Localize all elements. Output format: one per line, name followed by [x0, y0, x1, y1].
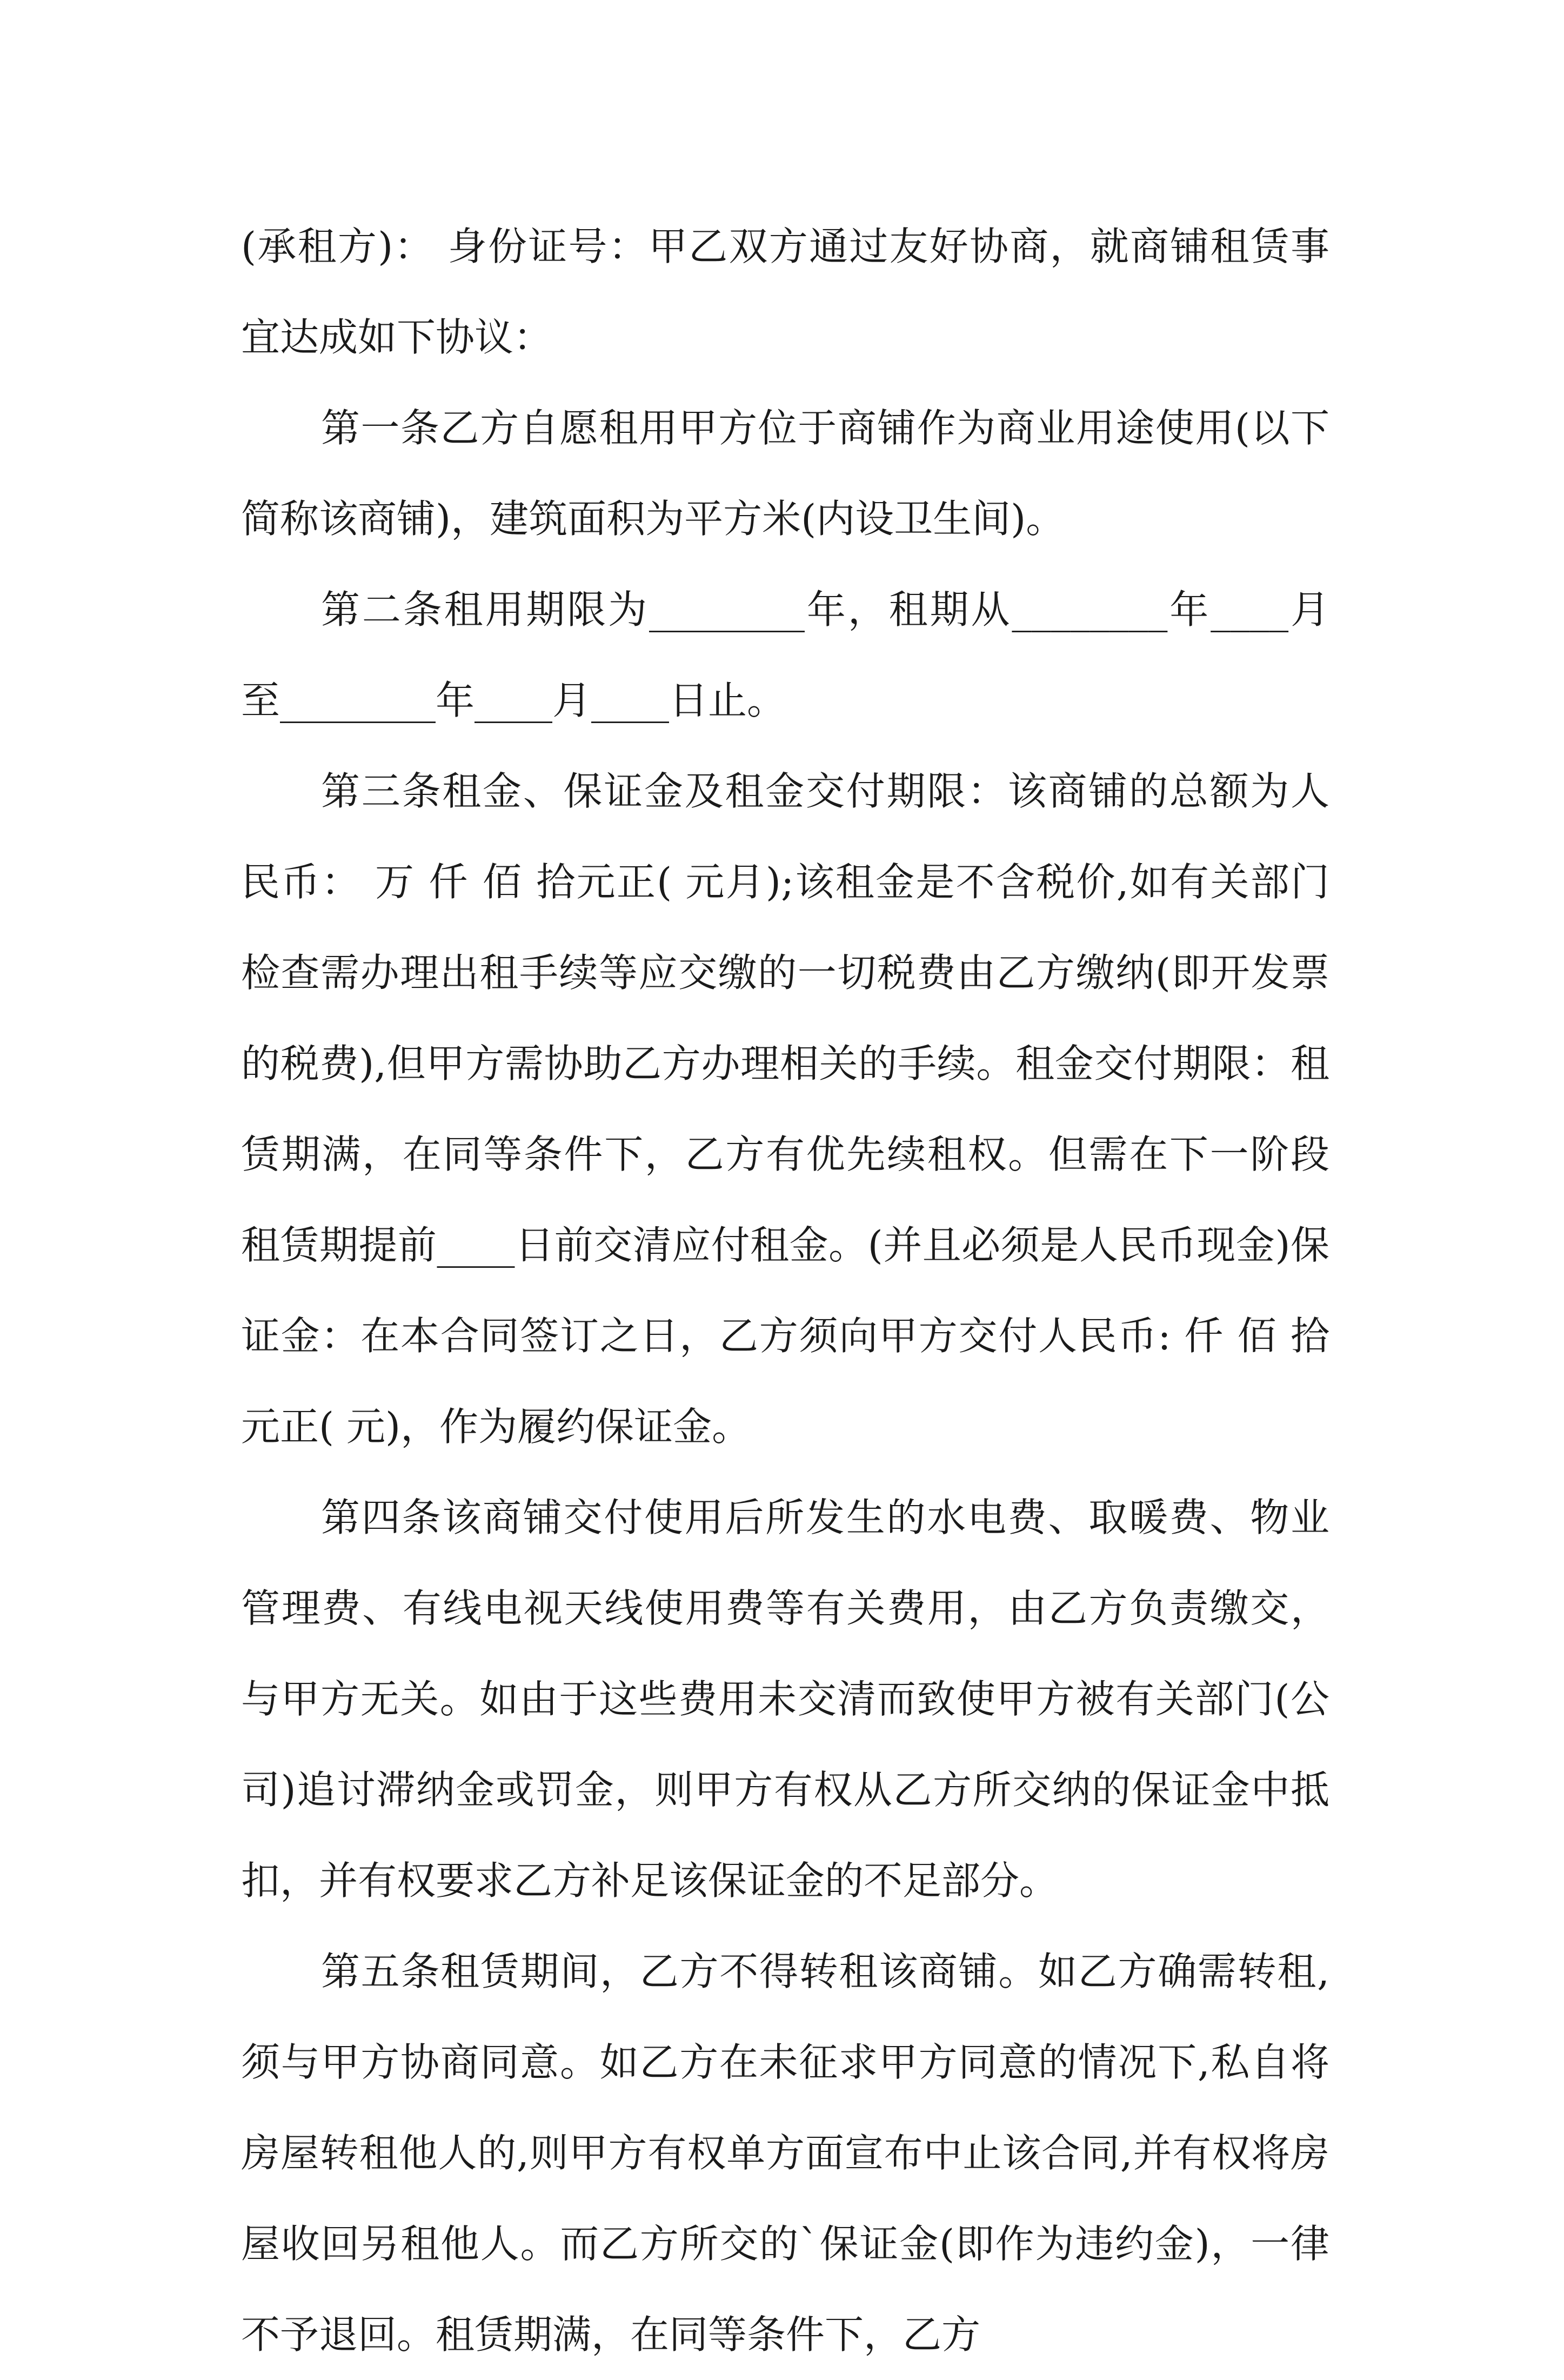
paragraph-article-4: 第四条该商铺交付使用后所发生的水电费、取暖费、物业管理费、有线电视天线使用费等有关费用，由乙方负责缴交，与甲方无关。如由于这些费用未交清而致使甲方被有关部门(公司)追讨滞纳金或罚金，则甲方有权从乙方所交纳的保证金中抵扣，并有权要求乙方补足该保证金的不足部分。 — [241, 1495, 1329, 1903]
contract-body — [241, 201, 1329, 2380]
paragraph-article-5: 第五条租赁期间，乙方不得转租该商铺。如乙方确需转租,须与甲方协商同意。如乙方在未征求甲方同意的情况下,私自将房屋转租他人的,则甲方有权单方面宣布中止该合同,并有权将房屋收回另租他人。而乙方所交的`保证金(即作为违约金)，一律不予退回。租赁期满，在同等条件下，乙方 — [241, 1949, 1329, 2357]
paragraph-article-2: 第二条租用期限为________年，租期从________年____月 至________年____月____日止。 — [241, 587, 1329, 723]
paragraph-lessee-intro: (承租方)： 身份证号：甲乙双方通过友好协商，就商铺租赁事宜达成如下协议： — [241, 224, 1329, 360]
paragraph-article-3: 第三条租金、保证金及租金交付期限：该商铺的总额为人民币： 万 仟 佰 拾元正( 元月);该租金是不含税价,如有关部门检查需办理出租手续等应交缴的一切税费由乙方缴纳(即开发票的税费),但甲方需协助乙方办理相关的手续。租金交付期限：租赁期满，在同等条件下，乙方有优先续租权。但需在下一阶段租赁期提前____日前交清应付租金。(并且必须是人民币现金)保证金：在本合同签订之日，乙方须向甲方交付人民币: 仟 佰 拾元正( 元)，作为履约保证金。 — [241, 768, 1329, 1449]
paragraph-article-1: 第一条乙方自愿租用甲方位于商铺作为商业用途使用(以下简称该商铺)，建筑面积为平方米(内设卫生间)。 — [241, 405, 1329, 541]
